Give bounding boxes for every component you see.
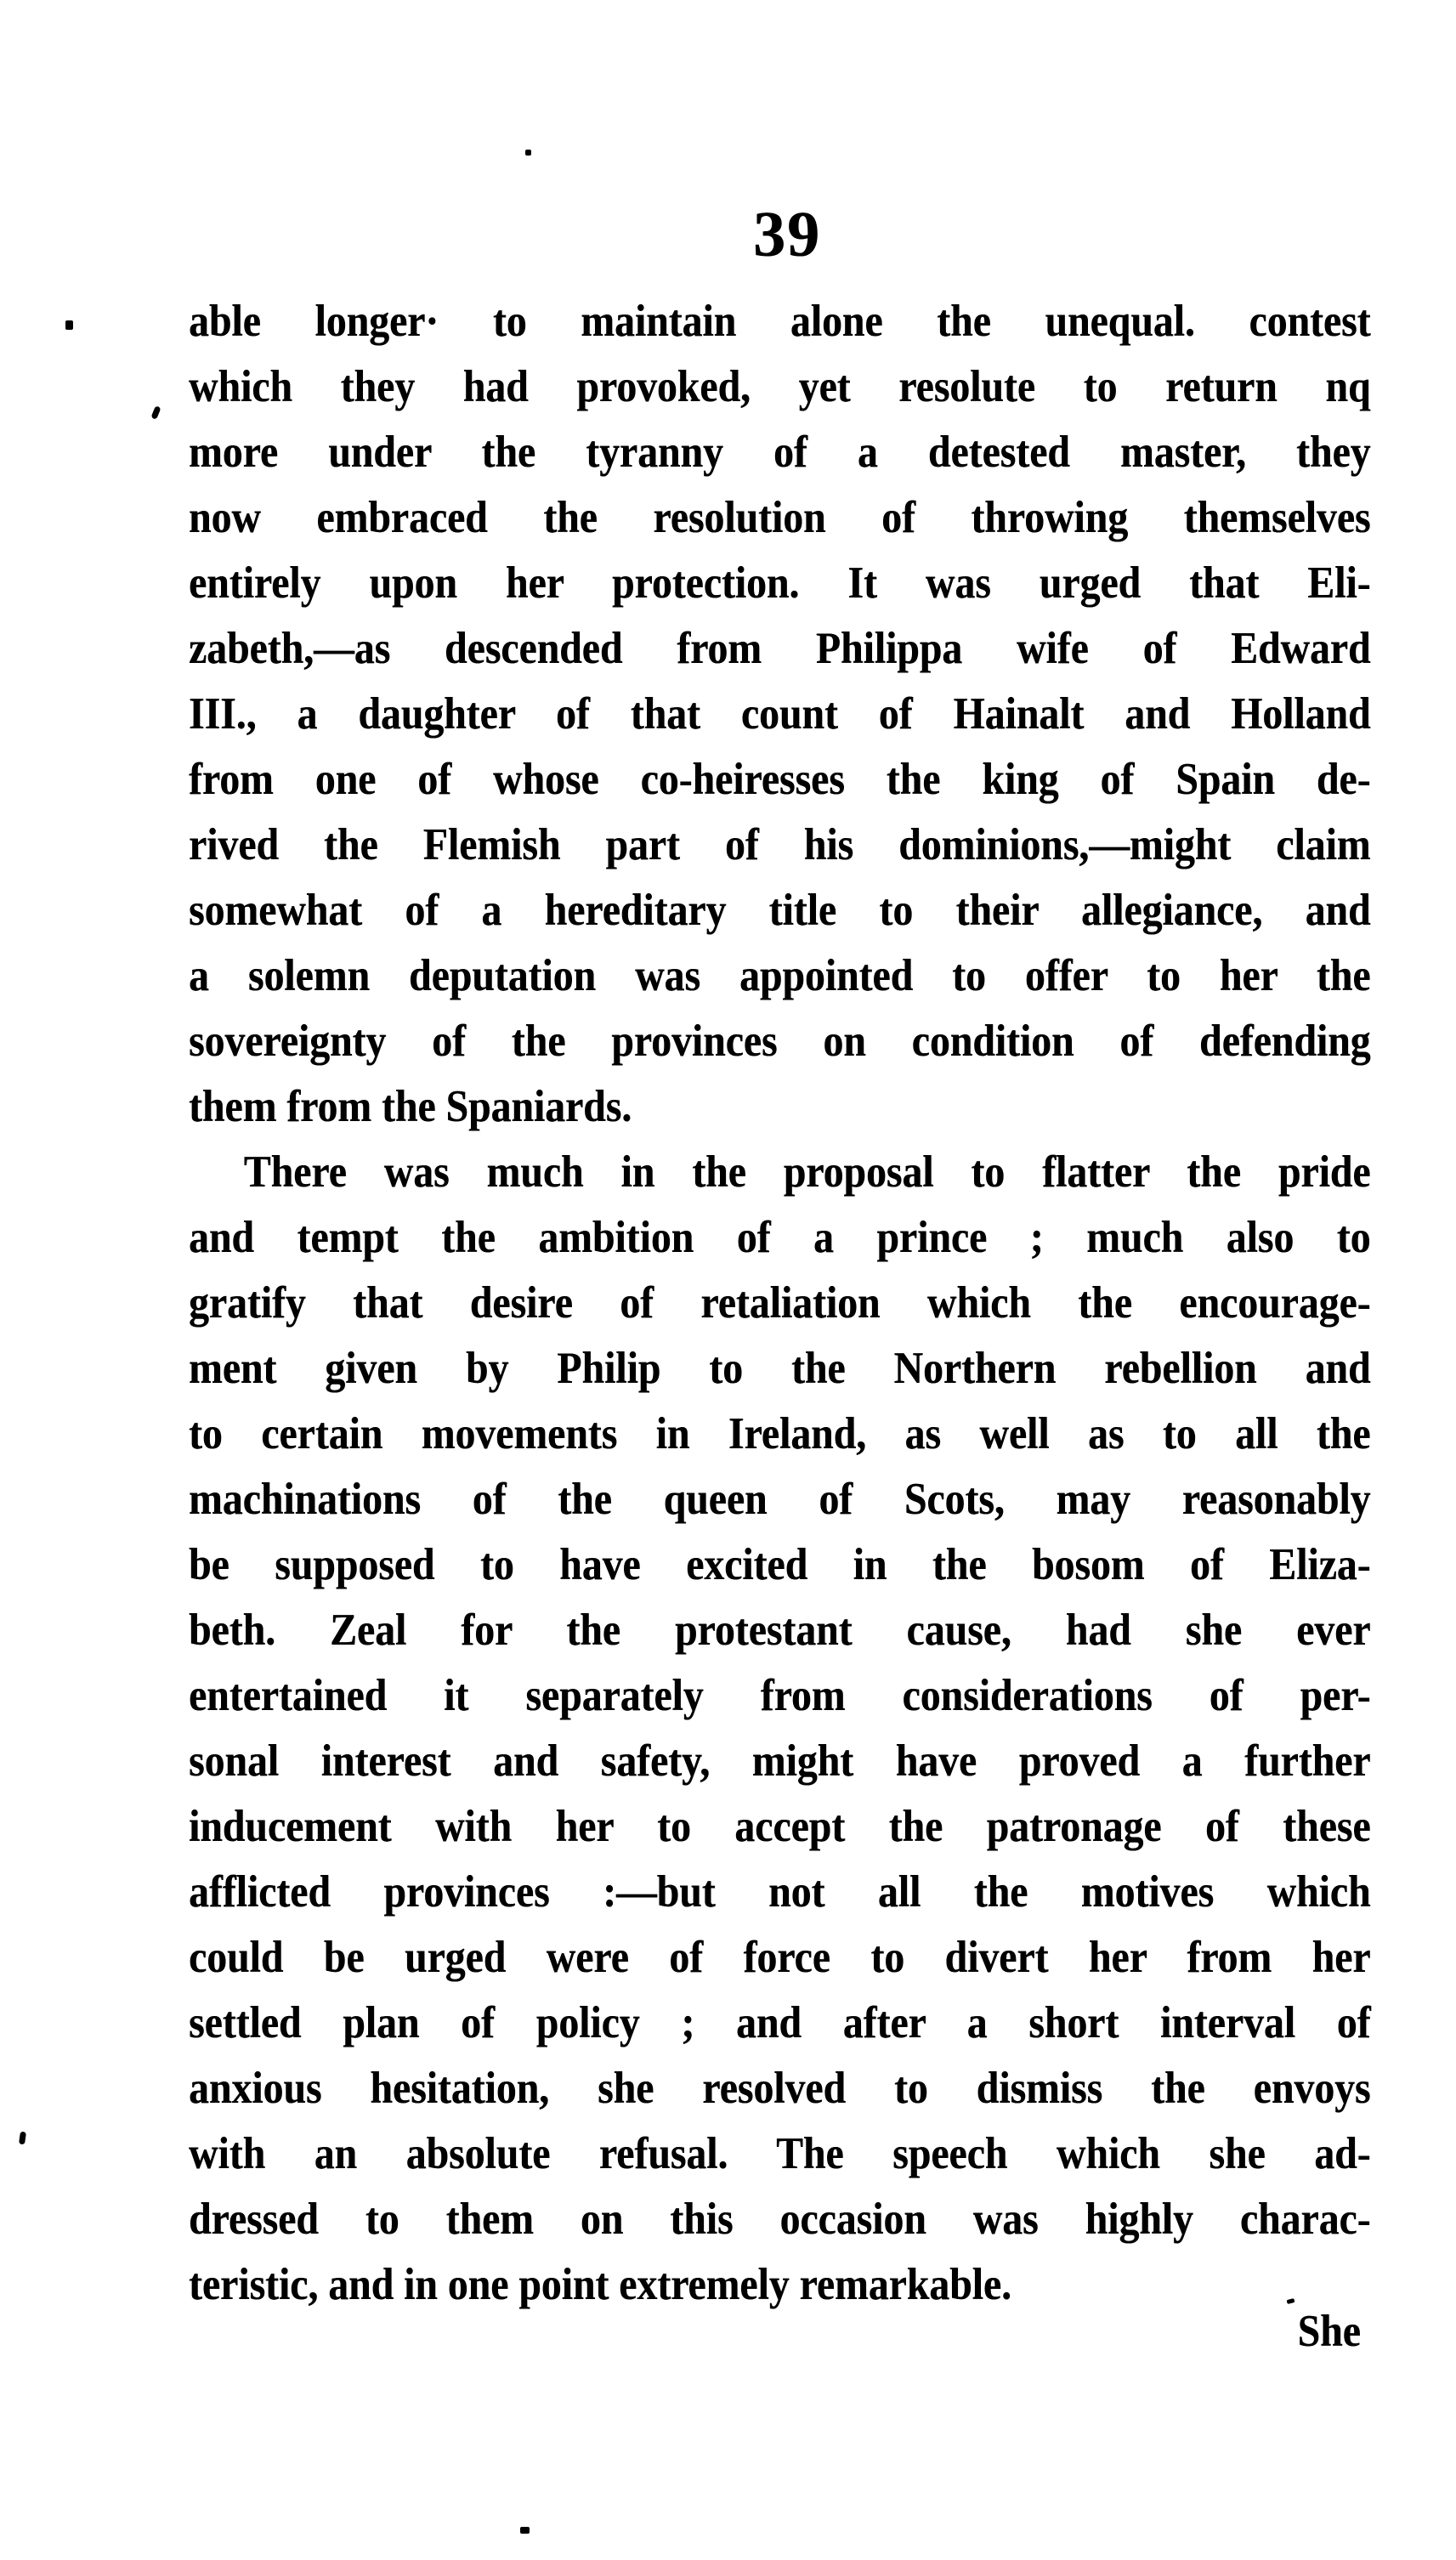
text-line: There was much in the proposal to flatter the pride	[243, 1147, 1371, 1197]
text-line: settled plan of policy ; and after a short interval of	[189, 1998, 1371, 2047]
ink-speck	[520, 2527, 530, 2534]
text-line: teristic, and in one point extremely remarkable.	[189, 2260, 1012, 2309]
text-line: beth. Zeal for the protestant cause, had she ever	[189, 1606, 1371, 1655]
ink-speck	[525, 150, 531, 156]
text-line: to certain movements in Ireland, as well as to all the	[189, 1409, 1371, 1458]
text-block	[189, 289, 1371, 2365]
text-line: a solemn deputation was appointed to offer to her the	[189, 951, 1371, 1000]
text-line: could be urged were of force to divert her from her	[189, 1933, 1371, 1982]
text-line: ment given by Philip to the Northern rebellion and	[189, 1344, 1371, 1393]
text-line: anxious hesitation, she resolved to dismiss the envoys	[189, 2064, 1371, 2113]
text-line: zabeth,—as descended from Philippa wife of Edward	[189, 624, 1371, 673]
text-line: them from the Spaniards.	[189, 1082, 632, 1131]
text-line: sovereignty of the provinces on condition of defending	[189, 1017, 1371, 1066]
text-line: rived the Flemish part of his dominions,—might claim	[189, 820, 1371, 869]
text-line: inducement with her to accept the patronage of these	[189, 1802, 1371, 1851]
ink-speck	[65, 320, 73, 330]
text-line: and tempt the ambition of a prince ; much also to	[189, 1213, 1371, 1262]
text-line: afflicted provinces :—but not all the motives which	[189, 1867, 1371, 1917]
page-number: 39	[753, 199, 821, 270]
ink-speck	[19, 2132, 26, 2145]
text-line: entirely upon her protection. It was urged that Eli-	[189, 558, 1371, 608]
text-line: be supposed to have excited in the bosom of Eliza-	[189, 1540, 1371, 1589]
text-line: sonal interest and safety, might have proved a further	[189, 1736, 1371, 1786]
text-line: somewhat of a hereditary title to their allegiance, and	[189, 886, 1371, 935]
text-line: with an absolute refusal. The speech which she ad-	[189, 2129, 1371, 2178]
text-line: able longer· to maintain alone the unequal. contest	[189, 297, 1371, 346]
text-line: which they had provoked, yet resolute to return nq	[189, 362, 1371, 411]
text-line: dressed to them on this occasion was highly charac-	[189, 2195, 1371, 2244]
ink-speck	[150, 405, 161, 420]
text-line: now embraced the resolution of throwing themselves	[189, 493, 1371, 542]
text-line: machinations of the queen of Scots, may reasonably	[189, 1475, 1371, 1524]
text-line: entertained it separately from considerations of per-	[189, 1671, 1371, 1720]
text-line: more under the tyranny of a detested master, they	[189, 428, 1371, 477]
text-line: gratify that desire of retaliation which the encourage-	[189, 1278, 1371, 1328]
catchword: She	[1297, 2307, 1361, 2356]
text-line: III., a daughter of that count of Hainalt and Holland	[189, 689, 1371, 739]
text-line: from one of whose co-heiresses the king of Spain de-	[189, 755, 1371, 804]
